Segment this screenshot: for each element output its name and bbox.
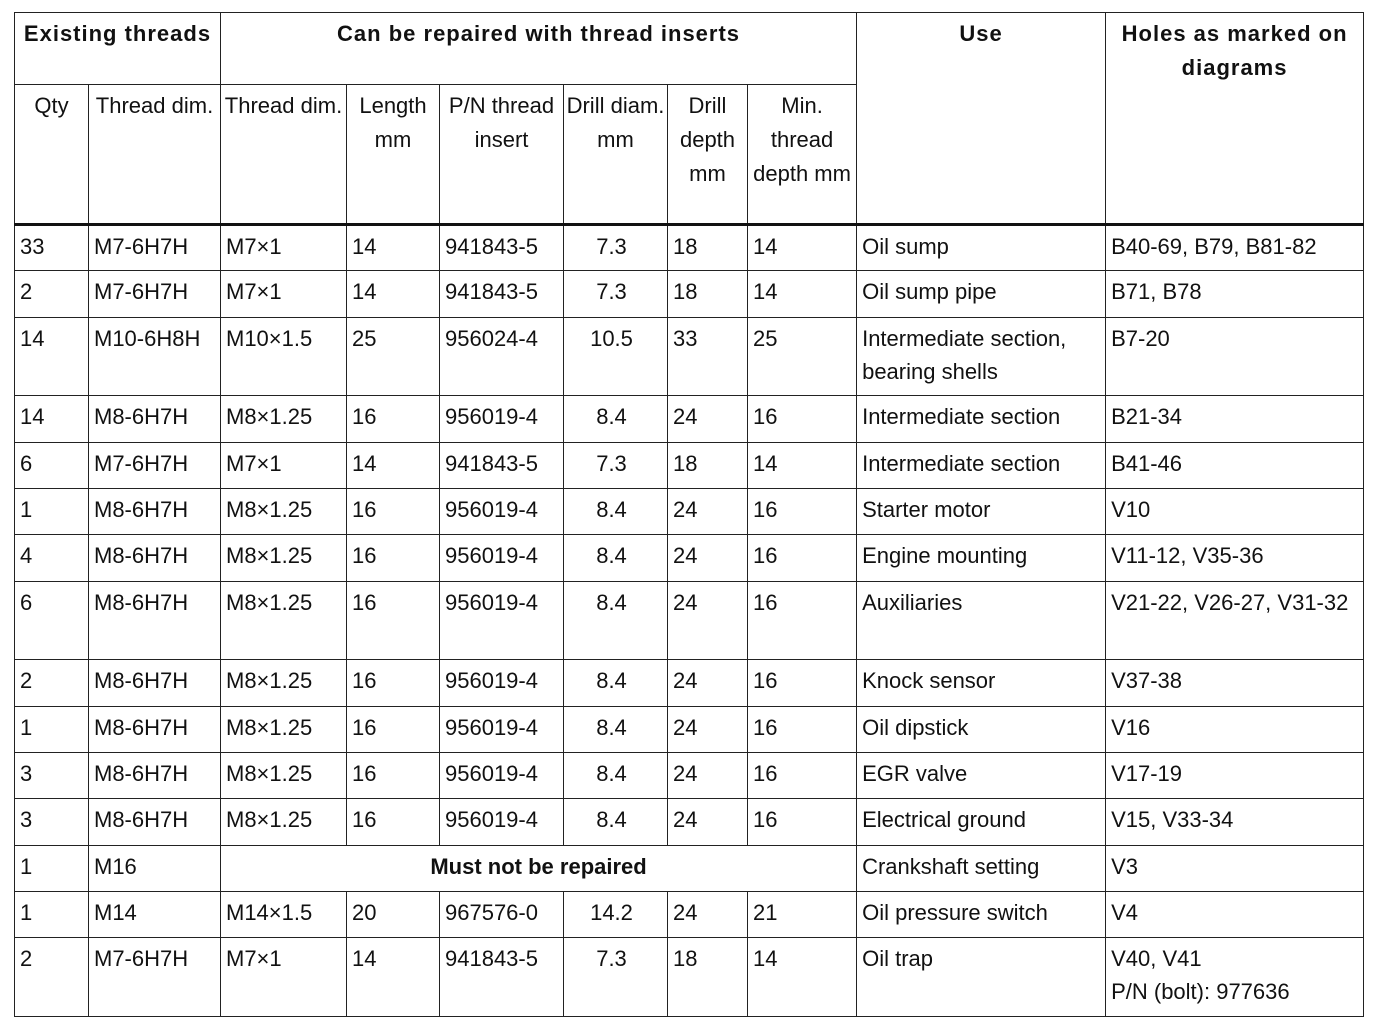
qty-cell: 2 bbox=[15, 660, 89, 706]
pn-cell: 956019-4 bbox=[440, 488, 564, 534]
min-depth-cell: 16 bbox=[748, 396, 857, 442]
length-cell: 16 bbox=[347, 581, 440, 660]
header-min-depth: Min. thread depth mm bbox=[748, 85, 857, 225]
drill-diam-cell: 14.2 bbox=[564, 891, 668, 937]
thread-dim-cell: M14×1.5 bbox=[221, 891, 347, 937]
table-row bbox=[15, 660, 1364, 706]
holes-cell: V15, V33-34 bbox=[1106, 799, 1364, 845]
header-thread-dim: Thread dim. bbox=[221, 85, 347, 225]
holes-cell: B71, B78 bbox=[1106, 271, 1364, 317]
holes-cell: V37-38 bbox=[1106, 660, 1364, 706]
use-cell: Knock sensor bbox=[857, 660, 1106, 706]
bolt-part-number: P/N (bolt): 977636 bbox=[1111, 979, 1290, 1005]
thread-dim-cell: M8×1.25 bbox=[221, 706, 347, 752]
thread-dim-cell: M8×1.25 bbox=[221, 752, 347, 798]
qty-cell: 2 bbox=[15, 938, 89, 1017]
use-cell: Electrical ground bbox=[857, 799, 1106, 845]
existing-thread-cell: M8-6H7H bbox=[89, 581, 221, 660]
holes-cell: V16 bbox=[1106, 706, 1364, 752]
use-cell: Intermediate section, bearing shells bbox=[857, 317, 1106, 396]
drill-depth-cell: 24 bbox=[668, 581, 748, 660]
holes-cell: B7-20 bbox=[1106, 317, 1364, 396]
drill-diam-cell: 7.3 bbox=[564, 271, 668, 317]
header-row-groups bbox=[15, 13, 1364, 85]
existing-thread-cell: M7-6H7H bbox=[89, 442, 221, 488]
pn-cell: 956019-4 bbox=[440, 706, 564, 752]
header-length: Length mm bbox=[347, 85, 440, 225]
drill-depth-cell: 24 bbox=[668, 799, 748, 845]
drill-depth-cell: 24 bbox=[668, 660, 748, 706]
thread-dim-cell: M8×1.25 bbox=[221, 488, 347, 534]
holes-cell: B21-34 bbox=[1106, 396, 1364, 442]
use-cell: Oil pressure switch bbox=[857, 891, 1106, 937]
thread-dim-cell: M7×1 bbox=[221, 938, 347, 1017]
min-depth-cell: 14 bbox=[748, 442, 857, 488]
use-cell: Intermediate section bbox=[857, 442, 1106, 488]
header-drill-diam: Drill diam. mm bbox=[564, 85, 668, 225]
thread-dim-cell: M8×1.25 bbox=[221, 535, 347, 581]
pn-cell: 941843-5 bbox=[440, 225, 564, 271]
length-cell: 14 bbox=[347, 225, 440, 271]
holes-cell: V3 bbox=[1106, 845, 1364, 891]
existing-thread-cell: M8-6H7H bbox=[89, 752, 221, 798]
table-row bbox=[15, 845, 1364, 891]
table-row bbox=[15, 752, 1364, 798]
min-depth-cell: 14 bbox=[748, 938, 857, 1017]
pn-cell: 956024-4 bbox=[440, 317, 564, 396]
qty-cell: 33 bbox=[15, 225, 89, 271]
table-row bbox=[15, 488, 1364, 534]
drill-diam-cell: 8.4 bbox=[564, 488, 668, 534]
thread-dim-cell: M7×1 bbox=[221, 271, 347, 317]
existing-thread-cell: M7-6H7H bbox=[89, 271, 221, 317]
qty-cell: 14 bbox=[15, 317, 89, 396]
use-cell: Starter motor bbox=[857, 488, 1106, 534]
existing-thread-cell: M14 bbox=[89, 891, 221, 937]
qty-cell: 1 bbox=[15, 706, 89, 752]
holes-cell bbox=[1106, 938, 1364, 1017]
qty-cell: 3 bbox=[15, 799, 89, 845]
header-holes: Holes as marked on diagrams bbox=[1106, 13, 1364, 225]
length-cell: 16 bbox=[347, 752, 440, 798]
length-cell: 25 bbox=[347, 317, 440, 396]
existing-thread-cell: M8-6H7H bbox=[89, 799, 221, 845]
length-cell: 16 bbox=[347, 396, 440, 442]
qty-cell: 4 bbox=[15, 535, 89, 581]
drill-diam-cell: 10.5 bbox=[564, 317, 668, 396]
table-row bbox=[15, 706, 1364, 752]
qty-cell: 1 bbox=[15, 845, 89, 891]
qty-cell: 6 bbox=[15, 581, 89, 660]
pn-cell: 941843-5 bbox=[440, 442, 564, 488]
thread-dim-cell: M7×1 bbox=[221, 442, 347, 488]
pn-cell: 956019-4 bbox=[440, 535, 564, 581]
pn-cell: 941843-5 bbox=[440, 271, 564, 317]
holes-cell: V21-22, V26-27, V31-32 bbox=[1106, 581, 1364, 660]
drill-depth-cell: 24 bbox=[668, 752, 748, 798]
drill-diam-cell: 8.4 bbox=[564, 581, 668, 660]
holes-cell: V17-19 bbox=[1106, 752, 1364, 798]
existing-thread-cell: M8-6H7H bbox=[89, 706, 221, 752]
holes-cell: V11-12, V35-36 bbox=[1106, 535, 1364, 581]
min-depth-cell: 25 bbox=[748, 317, 857, 396]
pn-cell: 956019-4 bbox=[440, 581, 564, 660]
pn-cell: 956019-4 bbox=[440, 396, 564, 442]
thread-dim-cell: M8×1.25 bbox=[221, 660, 347, 706]
length-cell: 16 bbox=[347, 706, 440, 752]
drill-diam-cell: 7.3 bbox=[564, 225, 668, 271]
thread-repair-table bbox=[14, 12, 1364, 1017]
existing-thread-cell: M16 bbox=[89, 845, 221, 891]
table-row bbox=[15, 271, 1364, 317]
existing-thread-cell: M7-6H7H bbox=[89, 225, 221, 271]
qty-cell: 2 bbox=[15, 271, 89, 317]
existing-thread-cell: M8-6H7H bbox=[89, 660, 221, 706]
length-cell: 16 bbox=[347, 660, 440, 706]
existing-thread-cell: M8-6H7H bbox=[89, 396, 221, 442]
drill-depth-cell: 24 bbox=[668, 891, 748, 937]
existing-thread-cell: M8-6H7H bbox=[89, 488, 221, 534]
use-cell: EGR valve bbox=[857, 752, 1106, 798]
pn-cell: 967576-0 bbox=[440, 891, 564, 937]
use-cell: Oil sump bbox=[857, 225, 1106, 271]
qty-cell: 1 bbox=[15, 891, 89, 937]
drill-diam-cell: 8.4 bbox=[564, 535, 668, 581]
drill-diam-cell: 8.4 bbox=[564, 799, 668, 845]
drill-diam-cell: 8.4 bbox=[564, 660, 668, 706]
table-row bbox=[15, 891, 1364, 937]
header-use: Use bbox=[857, 13, 1106, 225]
use-cell: Intermediate section bbox=[857, 396, 1106, 442]
pn-cell: 956019-4 bbox=[440, 799, 564, 845]
table-row bbox=[15, 442, 1364, 488]
length-cell: 14 bbox=[347, 442, 440, 488]
pn-cell: 956019-4 bbox=[440, 752, 564, 798]
thread-dim-cell: M8×1.25 bbox=[221, 396, 347, 442]
drill-diam-cell: 8.4 bbox=[564, 752, 668, 798]
drill-depth-cell: 18 bbox=[668, 225, 748, 271]
length-cell: 16 bbox=[347, 488, 440, 534]
drill-diam-cell: 8.4 bbox=[564, 706, 668, 752]
drill-depth-cell: 24 bbox=[668, 488, 748, 534]
drill-depth-cell: 18 bbox=[668, 938, 748, 1017]
drill-diam-cell: 8.4 bbox=[564, 396, 668, 442]
thread-dim-cell: M8×1.25 bbox=[221, 581, 347, 660]
min-depth-cell: 16 bbox=[748, 706, 857, 752]
thread-dim-cell: M8×1.25 bbox=[221, 799, 347, 845]
existing-thread-cell: M8-6H7H bbox=[89, 535, 221, 581]
min-depth-cell: 16 bbox=[748, 488, 857, 534]
min-depth-cell: 16 bbox=[748, 660, 857, 706]
pn-cell: 941843-5 bbox=[440, 938, 564, 1017]
header-existing-threads: Existing threads bbox=[15, 13, 221, 85]
drill-depth-cell: 24 bbox=[668, 396, 748, 442]
table-row bbox=[15, 938, 1364, 1017]
drill-depth-cell: 18 bbox=[668, 442, 748, 488]
length-cell: 16 bbox=[347, 799, 440, 845]
drill-depth-cell: 18 bbox=[668, 271, 748, 317]
thread-dim-cell: M7×1 bbox=[221, 225, 347, 271]
holes-cell: B41-46 bbox=[1106, 442, 1364, 488]
table-row bbox=[15, 317, 1364, 396]
drill-depth-cell: 24 bbox=[668, 706, 748, 752]
use-cell: Auxiliaries bbox=[857, 581, 1106, 660]
holes-cell: V10 bbox=[1106, 488, 1364, 534]
table-row bbox=[15, 535, 1364, 581]
qty-cell: 1 bbox=[15, 488, 89, 534]
min-depth-cell: 16 bbox=[748, 581, 857, 660]
use-cell: Crankshaft setting bbox=[857, 845, 1106, 891]
length-cell: 20 bbox=[347, 891, 440, 937]
min-depth-cell: 16 bbox=[748, 799, 857, 845]
holes-cell: V4 bbox=[1106, 891, 1364, 937]
header-pn: P/N thread insert bbox=[440, 85, 564, 225]
qty-cell: 14 bbox=[15, 396, 89, 442]
min-depth-cell: 16 bbox=[748, 752, 857, 798]
min-depth-cell: 14 bbox=[748, 271, 857, 317]
use-cell: Oil trap bbox=[857, 938, 1106, 1017]
drill-depth-cell: 33 bbox=[668, 317, 748, 396]
table-row bbox=[15, 225, 1364, 271]
pn-cell: 956019-4 bbox=[440, 660, 564, 706]
use-cell: Oil dipstick bbox=[857, 706, 1106, 752]
length-cell: 16 bbox=[347, 535, 440, 581]
length-cell: 14 bbox=[347, 938, 440, 1017]
min-depth-cell: 14 bbox=[748, 225, 857, 271]
header-repair-inserts: Can be repaired with thread inserts bbox=[221, 13, 857, 85]
use-cell: Oil sump pipe bbox=[857, 271, 1106, 317]
existing-thread-cell: M10-6H8H bbox=[89, 317, 221, 396]
min-depth-cell: 16 bbox=[748, 535, 857, 581]
table-row bbox=[15, 581, 1364, 660]
holes-text: V40, V41 bbox=[1111, 946, 1202, 972]
use-cell: Engine mounting bbox=[857, 535, 1106, 581]
header-drill-depth: Drill depth mm bbox=[668, 85, 748, 225]
existing-thread-cell: M7-6H7H bbox=[89, 938, 221, 1017]
drill-depth-cell: 24 bbox=[668, 535, 748, 581]
length-cell: 14 bbox=[347, 271, 440, 317]
table-row bbox=[15, 396, 1364, 442]
thread-dim-cell: M10×1.5 bbox=[221, 317, 347, 396]
must-not-repair-note: Must not be repaired bbox=[221, 845, 857, 891]
min-depth-cell: 21 bbox=[748, 891, 857, 937]
qty-cell: 6 bbox=[15, 442, 89, 488]
drill-diam-cell: 7.3 bbox=[564, 938, 668, 1017]
table-row bbox=[15, 799, 1364, 845]
drill-diam-cell: 7.3 bbox=[564, 442, 668, 488]
header-qty: Qty bbox=[15, 85, 89, 225]
qty-cell: 3 bbox=[15, 752, 89, 798]
header-existing-thread-dim: Thread dim. bbox=[89, 85, 221, 225]
holes-cell: B40-69, B79, B81-82 bbox=[1106, 225, 1364, 271]
